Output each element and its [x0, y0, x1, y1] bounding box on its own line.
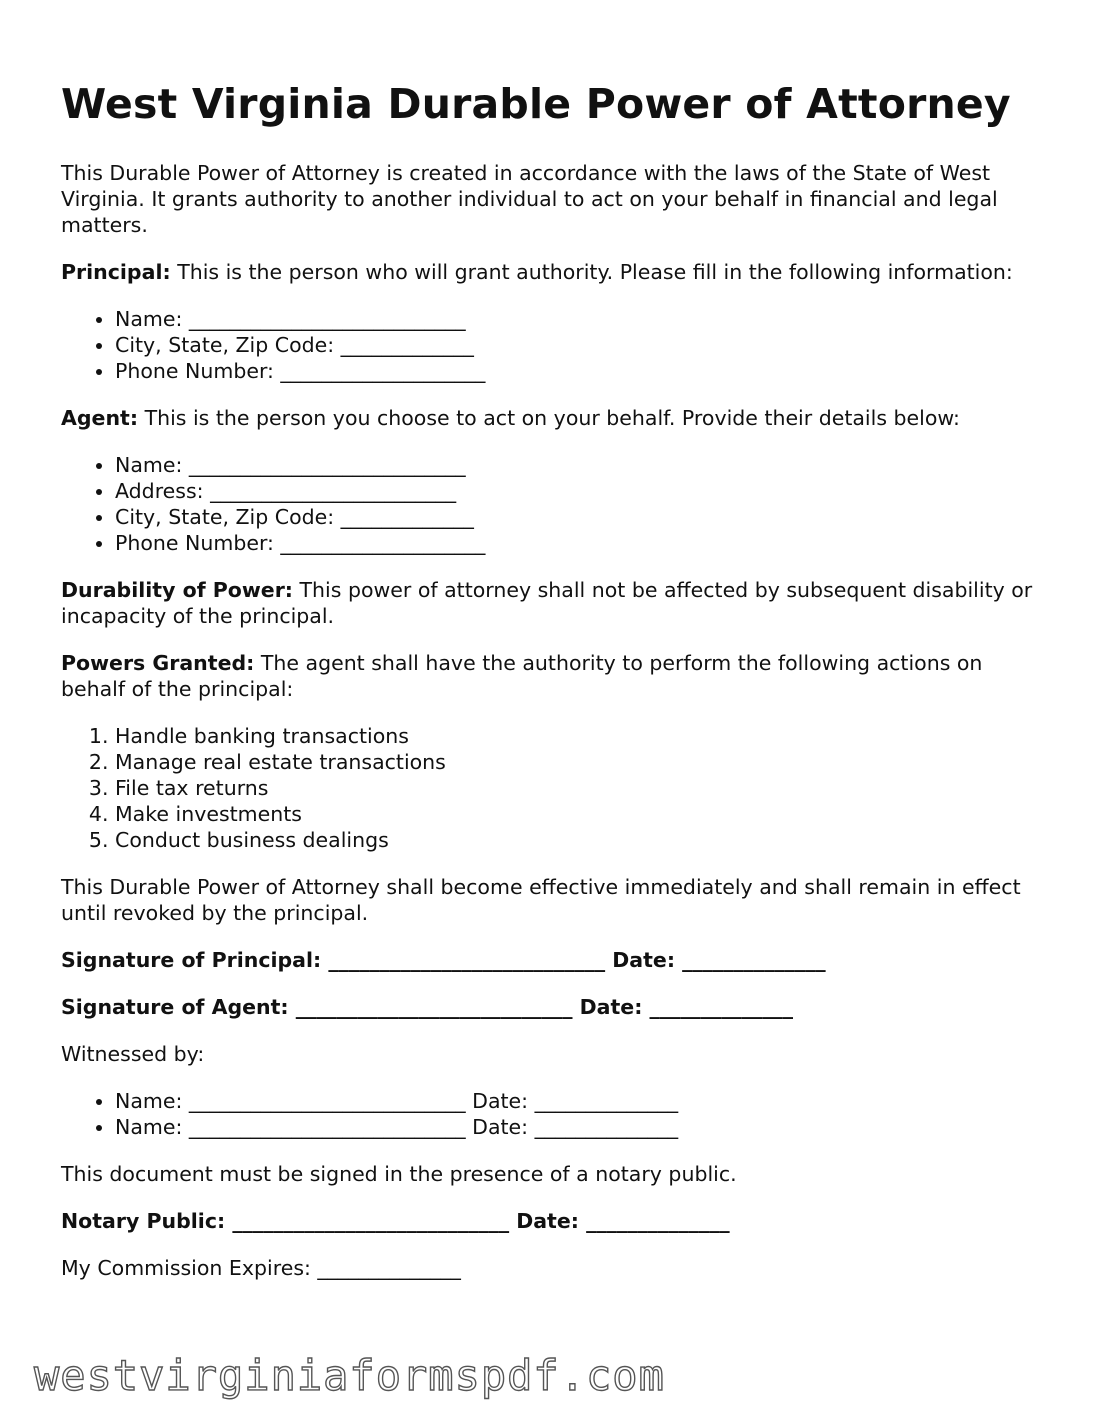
powers-section [61, 650, 1051, 702]
agent-city-field[interactable]: • City, State, Zip Code: _____________ [115, 504, 1051, 530]
agent-text: This is the person you choose to act on your behalf. Provide their details below: [138, 406, 960, 430]
document-page [61, 78, 1051, 1302]
effective-paragraph: This Durable Power of Attorney shall become effective immediately and shall remain in effect until revoked by the principal. [61, 875, 1021, 925]
agent-signature-line[interactable] [61, 994, 1051, 1020]
witnessed-by-label: Witnessed by: [61, 1042, 205, 1066]
agent-address-field[interactable]: • Address: ________________________ [115, 478, 1051, 504]
principal-label: Principal: [61, 260, 171, 284]
durability-section [61, 577, 1051, 629]
notary-note: This document must be signed in the presence of a notary public. [61, 1162, 737, 1186]
document-title: West Virginia Durable Power of Attorney [61, 80, 1011, 128]
durability-label: Durability of Power: [61, 578, 294, 602]
watermark: westvirginiaformspdf.com [34, 1351, 665, 1400]
principal-city-field[interactable]: • City, State, Zip Code: _____________ [115, 332, 1051, 358]
notary-signature-label: Notary Public: ___________________________ Date: ______________ [61, 1209, 730, 1233]
witness-2-field[interactable]: • Name: ___________________________ Date: ______________ [115, 1114, 1051, 1140]
agent-phone-field[interactable]: • Phone Number: ____________________ [115, 530, 1051, 556]
power-item: 5. Conduct business dealings [115, 827, 1051, 853]
agent-label: Agent: [61, 406, 139, 430]
powers-text: The agent shall have the authority to perform the following actions on behalf of the principal: [61, 651, 983, 701]
agent-signature-label: Signature of Agent: ___________________________ Date: ______________ [61, 995, 794, 1019]
notary-signature-line[interactable] [61, 1208, 1051, 1234]
power-item: 4. Make investments [115, 801, 1051, 827]
agent-name-field[interactable]: • Name: ___________________________ [115, 452, 1051, 478]
durability-text: This power of attorney shall not be affected by subsequent disability or incapacity of the principal. [61, 578, 1033, 628]
powers-label: Powers Granted: [61, 651, 255, 675]
witness-1-field[interactable]: • Name: ___________________________ Date: ______________ [115, 1088, 1051, 1114]
agent-section [61, 405, 1051, 431]
principal-name-field[interactable]: • Name: ___________________________ [115, 306, 1051, 332]
principal-signature-line[interactable] [61, 947, 1051, 973]
principal-phone-field[interactable]: • Phone Number: ____________________ [115, 358, 1051, 384]
commission-expires-field[interactable]: My Commission Expires: ______________ [61, 1256, 461, 1280]
intro-paragraph: This Durable Power of Attorney is created in accordance with the laws of the State of West Virginia. It grants authority to another individual to act on your behalf in financial and legal matters. [61, 161, 998, 237]
powers-list [61, 723, 1051, 853]
principal-fields [61, 306, 1051, 384]
principal-text: This is the person who will grant authority. Please fill in the following information: [170, 260, 1013, 284]
principal-signature-label: Signature of Principal: ___________________________ Date: ______________ [61, 948, 826, 972]
witness-list [61, 1088, 1051, 1140]
power-item: 2. Manage real estate transactions [115, 749, 1051, 775]
power-item: 3. File tax returns [115, 775, 1051, 801]
agent-fields [61, 452, 1051, 556]
principal-section [61, 259, 1051, 285]
power-item: 1. Handle banking transactions [115, 723, 1051, 749]
